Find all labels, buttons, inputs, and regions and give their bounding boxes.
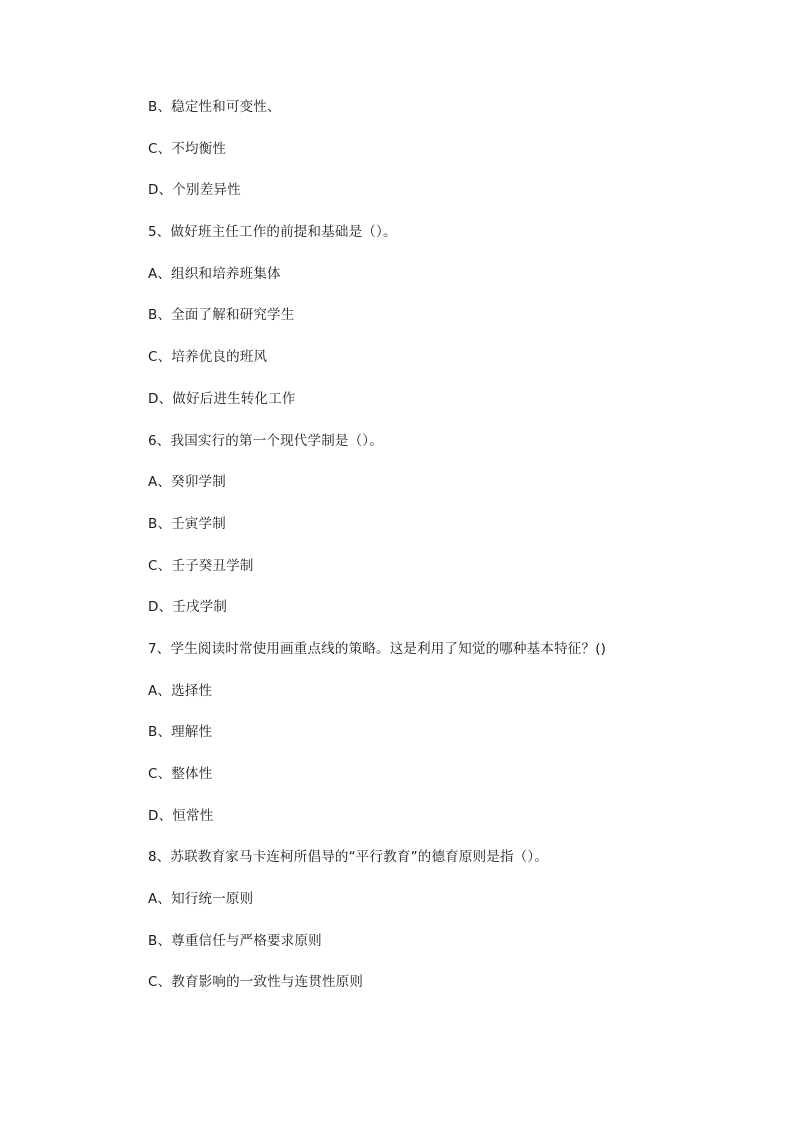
option-line: C、不均衡性 (148, 140, 227, 157)
option-line: B、尊重信任与严格要求原则 (148, 932, 322, 949)
option-line: C、整体性 (148, 766, 213, 782)
option-line: B、壬寅学制 (148, 515, 226, 532)
option-line: A、组织和培养班集体 (148, 265, 281, 282)
question-line: 6、我国实行的第一个现代学制是（）。 (148, 432, 383, 449)
question-line: 7、学生阅读时常使用画重点线的策略。这是利用了知觉的哪种基本特征？() (148, 640, 607, 657)
option-line: D、壬戌学制 (148, 599, 228, 616)
option-line: A、知行统一原则 (148, 891, 254, 908)
question-list (148, 97, 748, 1014)
option-line: C、壬子癸丑学制 (148, 557, 254, 574)
option-line: A、选择性 (148, 682, 213, 699)
question-line: 8、苏联教育家马卡连柯所倡导的“平行教育”的德育原则是指（）。 (148, 849, 549, 866)
option-line: C、培养优良的班风 (148, 349, 268, 366)
option-line: B、稳定性和可变性、 (148, 99, 281, 115)
option-line: C、教育影响的一致性与连贯性原则 (148, 974, 364, 991)
option-line: A、癸卯学制 (148, 474, 226, 491)
option-line: D、做好后进生转化工作 (148, 390, 296, 407)
option-line: B、全面了解和研究学生 (148, 307, 295, 324)
option-line: B、理解性 (148, 724, 213, 741)
option-line: D、恒常性 (148, 807, 214, 824)
question-line: 5、做好班主任工作的前提和基础是（）。 (148, 224, 397, 241)
option-line: D、个别差异性 (148, 182, 241, 199)
